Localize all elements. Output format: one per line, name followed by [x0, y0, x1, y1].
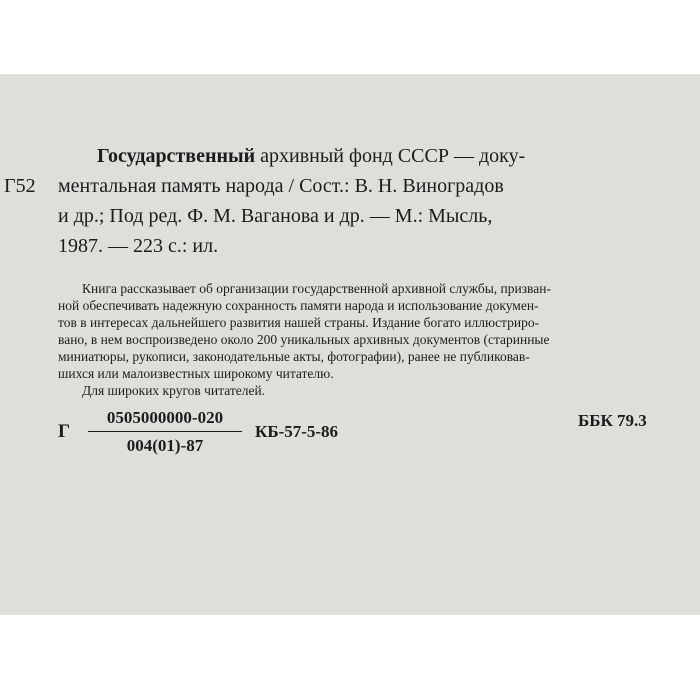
biblio-line-1-rest: архивный фонд СССР — доку- [255, 145, 526, 167]
annotation-line: Книга рассказывает об организации государственной архивной службы, призван- [82, 281, 551, 296]
biblio-line-2: ментальная память народа / Сост.: В. Н. Виноградов [58, 175, 504, 197]
g-letter: Г [58, 421, 71, 442]
annotation-line: миниатюры, рукописи, законодательные акты, фотографии), ранее не публиковав- [58, 349, 530, 364]
annotation-line: тов в интересах дальнейшего развития нашей страны. Издание богато иллюстриро- [58, 315, 540, 330]
biblio-line-4: 1987. — 223 с.: ил. [58, 235, 219, 257]
annotation-line: ной обеспечивать надежную сохранность памяти народа и использование докумен- [58, 298, 539, 313]
annotation-line: вано, в нем воспроизведено около 200 уникальных архивных документов (старинные [58, 332, 550, 347]
fraction-bar [88, 431, 242, 432]
biblio-line-1 [97, 144, 525, 168]
annotation [58, 280, 676, 399]
biblio-line-3: и др.; Под ред. Ф. М. Ваганова и др. — М.: Мысль, [58, 205, 493, 227]
fraction-denominator: 004(01)-87 [126, 436, 204, 455]
annotation-audience: Для широких кругов читателей. [82, 383, 266, 398]
isbn-fraction [88, 407, 242, 457]
index-code: Г52 [4, 175, 36, 197]
annotation-line: шихся или малоизвестных широкому читателю. [58, 366, 334, 381]
bbk-code: ББК 79.3 [578, 411, 647, 430]
catalog-card-page [0, 74, 700, 615]
title-bold: Государственный [97, 145, 256, 167]
fraction-numerator: 0505000000-020 [106, 408, 224, 427]
kb-code: КБ-57-5-86 [255, 422, 339, 441]
